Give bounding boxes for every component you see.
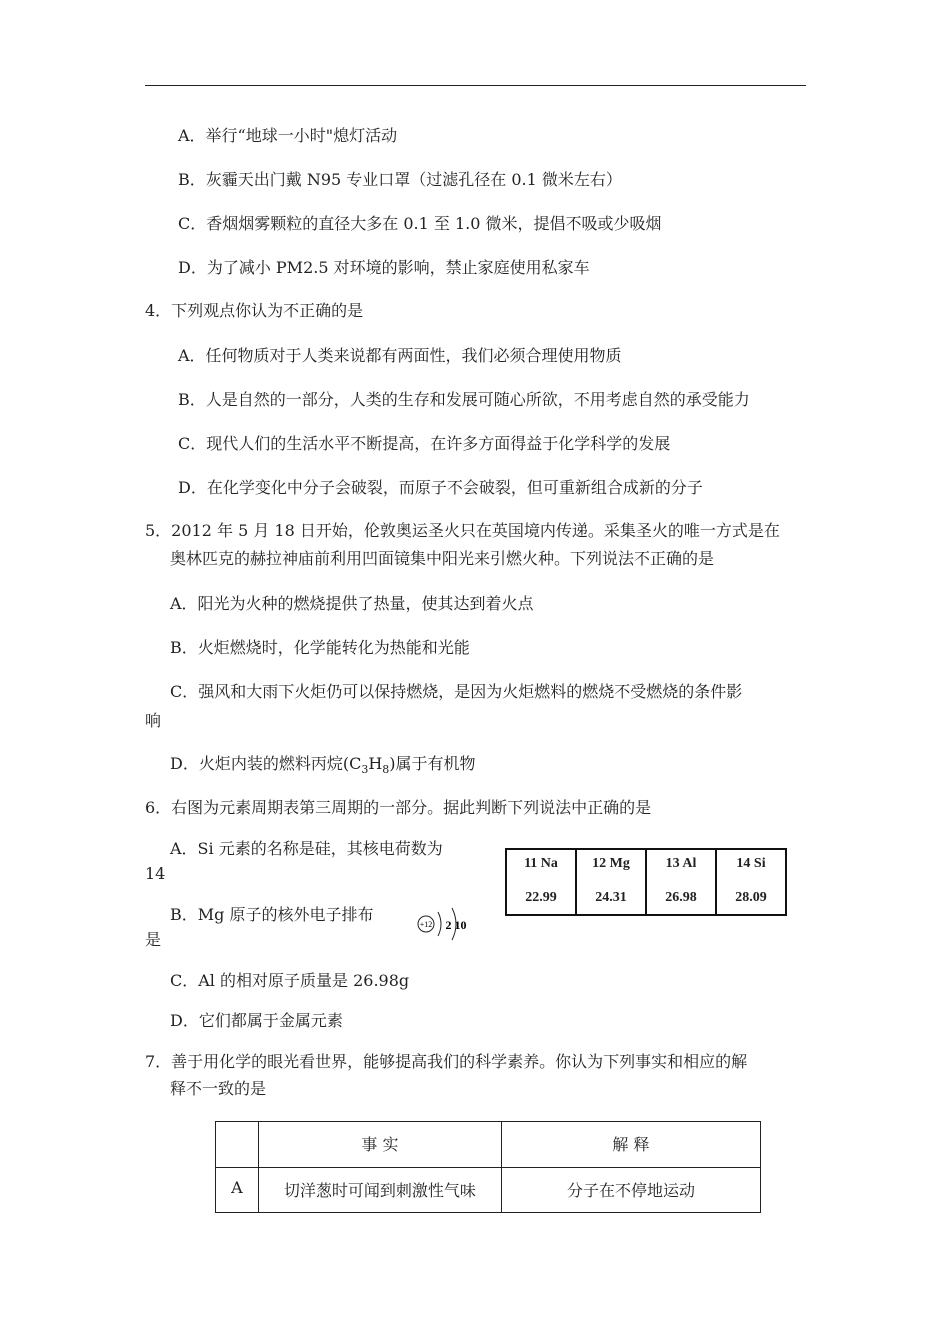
q6-option-b-line2: 是 [145,930,162,949]
q5-option-d [170,752,476,782]
table-cell: A [216,1168,259,1213]
q5-stem-line2: 奥林匹克的赫拉神庙前利用凹面镜集中阳光来引燃火种。下列说法不正确的是 [170,549,715,568]
q5-option-a: A．阳光为火种的燃烧提供了热量，使其达到着火点 [170,594,534,613]
q5-stem-line1: 5．2012 年 5 月 18 日开始，伦敦奥运圣火只在英国境内传递。采集圣火的唯一方式是在 [145,521,780,540]
element-cell-na [507,850,577,914]
q3-option-d: D．为了减小 PM2.5 对环境的影响，禁止家庭使用私家车 [178,258,590,277]
q6-option-b-line1: B．Mg 原子的核外电子排布 [170,905,374,924]
q4-option-d: D．在化学变化中分子会破裂，而原子不会破裂，但可重新组合成新的分子 [178,478,703,497]
q4-stem: 4．下列观点你认为不正确的是 [145,301,364,320]
element-mass: 22.99 [525,890,557,905]
element-mass: 28.09 [735,890,767,905]
table-cell: 切洋葱时可闻到刺激性气味 [258,1168,501,1213]
q7-stem-line1: 7．善于用化学的眼光看世界，能够提高我们的科学素养。你认为下列事实和相应的解 [145,1052,748,1071]
header-rule [145,85,806,86]
q5-option-c-line1: C．强风和大雨下火炬仍可以保持燃烧，是因为火炬燃料的燃烧不受燃烧的条件影 [170,682,743,701]
element-mass: 26.98 [665,890,697,905]
q5-d-sub2: 8 [382,763,390,777]
q4-option-c: C．现代人们的生活水平不断提高，在许多方面得益于化学科学的发展 [178,434,671,453]
q6-option-a-line2: 14 [145,864,166,883]
q3-option-b: B．灰霾天出门戴 N95 专业口罩（过滤孔径在 0.1 微米左右） [178,170,622,189]
element-mass: 24.31 [595,890,627,905]
q5-option-c-line2: 响 [145,711,162,730]
table-header-cell: 事 实 [258,1122,501,1168]
element-name: 11 Na [524,856,558,871]
element-name: 12 Mg [592,856,630,871]
element-cell-mg [577,850,647,914]
q3-option-a: A．举行“地球一小时"熄灯活动 [178,126,398,145]
shell-electrons: 2 10 [445,918,467,932]
q5-d-mid: H [368,754,383,773]
nucleus-charge: +12 [419,920,433,929]
element-name: 14 Si [736,856,766,871]
q7-table [215,1121,761,1213]
q7-stem-line2: 释不一致的是 [170,1079,267,1098]
table-header-row [216,1122,761,1168]
electron-shell-diagram [416,904,472,944]
q6-option-c: C．Al 的相对原子质量是 26.98g [170,971,410,990]
q5-d-pre: D．火炬内装的燃料丙烷(C [170,754,362,773]
element-name: 13 Al [665,856,697,871]
table-cell: 分子在不停地运动 [501,1168,760,1213]
q5-d-post: )属于有机物 [389,754,476,773]
table-header-cell: 解 释 [501,1122,760,1168]
q4-option-a: A．任何物质对于人类来说都有两面性，我们必须合理使用物质 [178,346,622,365]
table-row [216,1168,761,1213]
q5-option-b: B．火炬燃烧时，化学能转化为热能和光能 [170,638,470,657]
q5-d-sub1: 3 [361,763,369,777]
periodic-table-snippet [505,848,787,916]
q4-option-b: B．人是自然的一部分，人类的生存和发展可随心所欲，不用考虑自然的承受能力 [178,390,750,409]
q3-option-c: C．香烟烟雾颗粒的直径大多在 0.1 至 1.0 微米，提倡不吸或少吸烟 [178,214,662,233]
element-cell-al [647,850,717,914]
element-cell-si [717,850,785,914]
q6-option-d: D．它们都属于金属元素 [170,1011,343,1030]
q6-stem: 6．右图为元素周期表第三周期的一部分。据此判断下列说法中正确的是 [145,798,652,817]
table-header-cell [216,1122,259,1168]
q6-option-a-line1: A．Si 元素的名称是硅，其核电荷数为 [170,839,443,858]
